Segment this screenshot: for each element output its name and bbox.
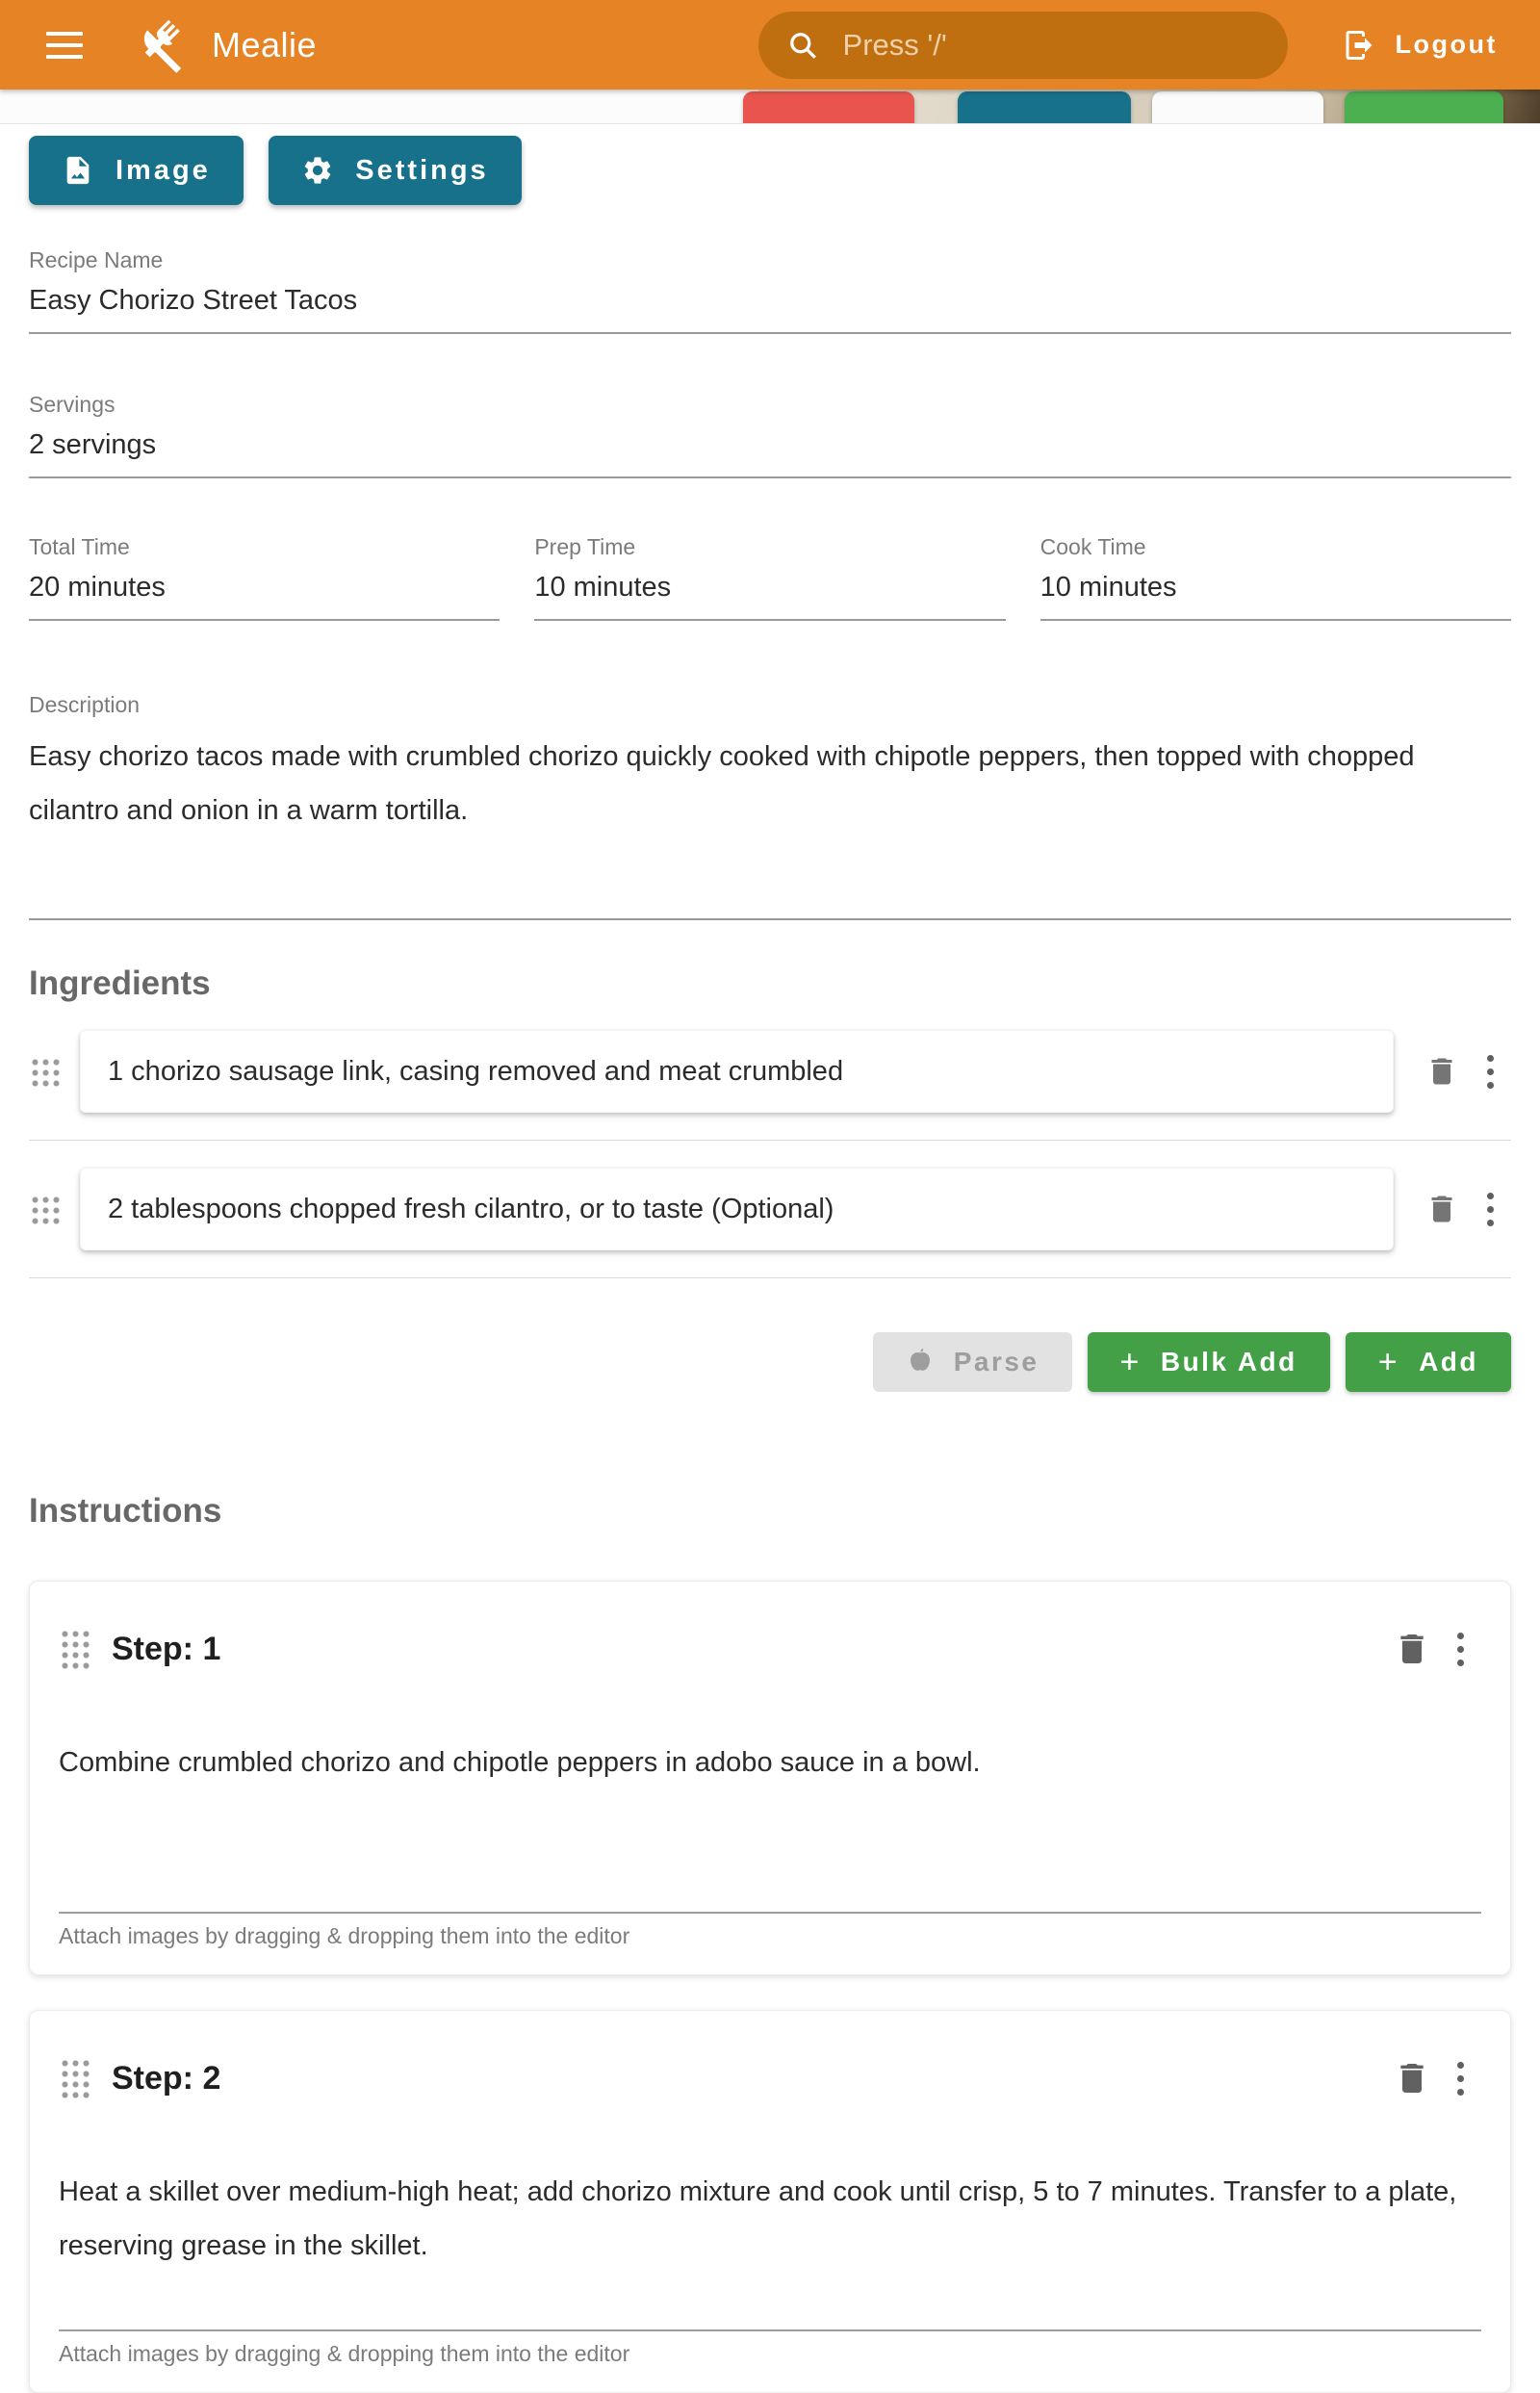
image-button-label: Image xyxy=(116,154,211,186)
instruction-step-card xyxy=(29,1581,1511,1975)
logout-icon xyxy=(1342,28,1376,63)
hero-image-strip xyxy=(0,90,1540,124)
instructions-heading: Instructions xyxy=(29,1492,222,1530)
image-icon xyxy=(62,154,94,187)
gear-icon xyxy=(301,154,334,187)
delete-ingredient-button[interactable] xyxy=(1415,1182,1469,1236)
settings-button-label: Settings xyxy=(355,154,489,186)
trash-icon xyxy=(1424,1192,1459,1226)
step-header xyxy=(59,1622,1481,1676)
ingredient-menu-kebab-icon[interactable] xyxy=(1469,1182,1511,1236)
step-menu-kebab-icon[interactable] xyxy=(1439,2051,1481,2105)
description-field xyxy=(29,692,1511,920)
step-header xyxy=(59,2051,1481,2105)
ingredient-row xyxy=(29,1030,1511,1113)
recipe-name-field xyxy=(29,247,1511,334)
bulk-add-button-label: Bulk Add xyxy=(1160,1347,1297,1377)
delete-step-button[interactable] xyxy=(1385,2051,1439,2105)
step-title: Step: 2 xyxy=(112,2059,221,2097)
drag-handle-icon[interactable] xyxy=(29,1194,61,1225)
apple-icon xyxy=(906,1348,935,1377)
search-bar[interactable] xyxy=(758,12,1288,79)
delete-ingredient-button[interactable] xyxy=(1415,1044,1469,1098)
settings-button[interactable] xyxy=(269,136,521,205)
servings-field xyxy=(29,392,1511,478)
parse-button[interactable] xyxy=(873,1332,1072,1392)
app-title: Mealie xyxy=(212,24,318,64)
hero-button-red[interactable] xyxy=(743,91,914,124)
description-label: Description xyxy=(29,692,141,717)
ingredient-menu-kebab-icon[interactable] xyxy=(1469,1044,1511,1098)
search-input[interactable] xyxy=(843,28,1261,63)
ingredient-input[interactable]: 1 chorizo sausage link, casing removed and meat crumbled xyxy=(80,1030,1394,1113)
logout-button[interactable] xyxy=(1342,28,1498,63)
hero-button-white[interactable] xyxy=(1152,91,1323,124)
step-title: Step: 1 xyxy=(112,1630,221,1667)
total-time-label: Total Time xyxy=(29,534,130,559)
ingredient-input[interactable]: 2 tablespoons chopped fresh cilantro, or to taste (Optional) xyxy=(80,1168,1394,1250)
recipe-name-label: Recipe Name xyxy=(29,247,164,272)
drag-handle-icon[interactable] xyxy=(59,2057,90,2099)
logout-label: Logout xyxy=(1395,30,1498,59)
ingredient-actions xyxy=(29,1332,1511,1392)
add-button-label: Add xyxy=(1419,1347,1478,1377)
add-button[interactable] xyxy=(1346,1332,1511,1392)
hero-button-teal[interactable] xyxy=(958,91,1131,124)
prep-time-input[interactable]: 10 minutes xyxy=(534,572,1005,621)
image-button[interactable] xyxy=(29,136,244,205)
ingredient-divider xyxy=(29,1277,1511,1278)
total-time-field xyxy=(29,534,500,621)
search-icon xyxy=(785,28,820,63)
mealie-logo-icon xyxy=(133,15,192,75)
hero-button-green[interactable] xyxy=(1345,91,1503,124)
trash-icon xyxy=(1424,1054,1459,1089)
drag-handle-icon[interactable] xyxy=(59,1628,90,1670)
ingredient-divider xyxy=(29,1140,1511,1141)
servings-label: Servings xyxy=(29,392,116,417)
attach-images-hint: Attach images by dragging & dropping them into the editor xyxy=(59,2341,630,2366)
recipe-name-input[interactable]: Easy Chorizo Street Tacos xyxy=(29,285,1511,334)
time-fields-row xyxy=(29,534,1511,621)
ingredients-heading: Ingredients xyxy=(29,965,211,1002)
bulk-add-button[interactable] xyxy=(1088,1332,1330,1392)
parse-button-label: Parse xyxy=(953,1347,1040,1377)
trash-icon xyxy=(1393,2059,1431,2097)
step-menu-kebab-icon[interactable] xyxy=(1439,1622,1481,1676)
total-time-input[interactable]: 20 minutes xyxy=(29,572,500,621)
plus-icon: + xyxy=(1119,1344,1142,1380)
servings-input[interactable]: 2 servings xyxy=(29,429,1511,478)
step-editor-divider xyxy=(59,1912,1481,1914)
description-textarea[interactable]: Easy chorizo tacos made with crumbled chorizo quickly cooked with chipotle peppers, then topped with chopped cilantro and onion in a warm tortilla. xyxy=(29,730,1511,920)
prep-time-label: Prep Time xyxy=(534,534,636,559)
cook-time-input[interactable]: 10 minutes xyxy=(1040,572,1511,621)
trash-icon xyxy=(1393,1630,1431,1668)
prep-time-field xyxy=(534,534,1005,621)
instruction-step-card xyxy=(29,2010,1511,2393)
step-text-editor[interactable]: Combine crumbled chorizo and chipotle peppers in adobo sauce in a bowl. xyxy=(59,1747,981,1778)
cook-time-field xyxy=(1040,534,1511,621)
plus-icon: + xyxy=(1377,1344,1400,1380)
ingredient-row xyxy=(29,1168,1511,1250)
app-bar xyxy=(0,0,1540,90)
attach-images-hint: Attach images by dragging & dropping them into the editor xyxy=(59,1923,630,1948)
step-text-editor[interactable]: Heat a skillet over medium-high heat; add chorizo mixture and cook until crisp, 5 to 7 minutes. Transfer to a plate, reserving grease in the skillet. xyxy=(59,2176,1457,2261)
menu-icon[interactable] xyxy=(46,32,83,59)
cook-time-label: Cook Time xyxy=(1040,534,1146,559)
delete-step-button[interactable] xyxy=(1385,1622,1439,1676)
drag-handle-icon[interactable] xyxy=(29,1056,61,1088)
step-editor-divider xyxy=(59,2329,1481,2331)
